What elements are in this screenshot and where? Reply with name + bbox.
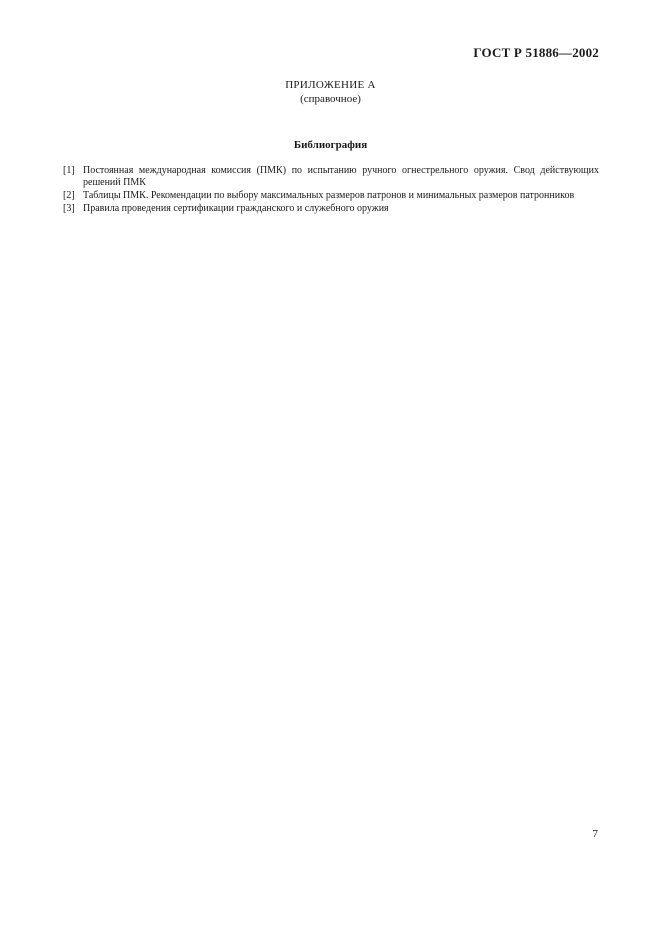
appendix-subtitle: (справочное) xyxy=(300,93,361,105)
bibliography-item-number: [2] xyxy=(63,190,75,201)
bibliography-item-number: [3] xyxy=(63,203,75,214)
bibliography-item-text: Правила проведения сертификации гражданского и служебного оружия xyxy=(83,203,389,214)
bibliography-item xyxy=(63,203,599,215)
page-number: 7 xyxy=(592,828,598,840)
appendix-title: ПРИЛОЖЕНИЕ А xyxy=(285,79,376,91)
bibliography-item-text: Таблицы ПМК. Рекомендации по выбору максимальных размеров патронов и минимальных размеров патронников xyxy=(83,190,575,201)
document-code: ГОСТ Р 51886—2002 xyxy=(473,45,599,60)
appendix-heading xyxy=(0,78,661,106)
bibliography-item-text: Постоянная международная комиссия (ПМК) по испытанию ручного огнестрельного оружия. Свод действующих решений ПМК xyxy=(83,165,599,188)
bibliography-item xyxy=(63,165,599,189)
bibliography-item-number: [1] xyxy=(63,165,75,176)
bibliography-title: Библиография xyxy=(293,139,368,151)
bibliography-list xyxy=(63,165,599,216)
bibliography-item xyxy=(63,190,599,202)
